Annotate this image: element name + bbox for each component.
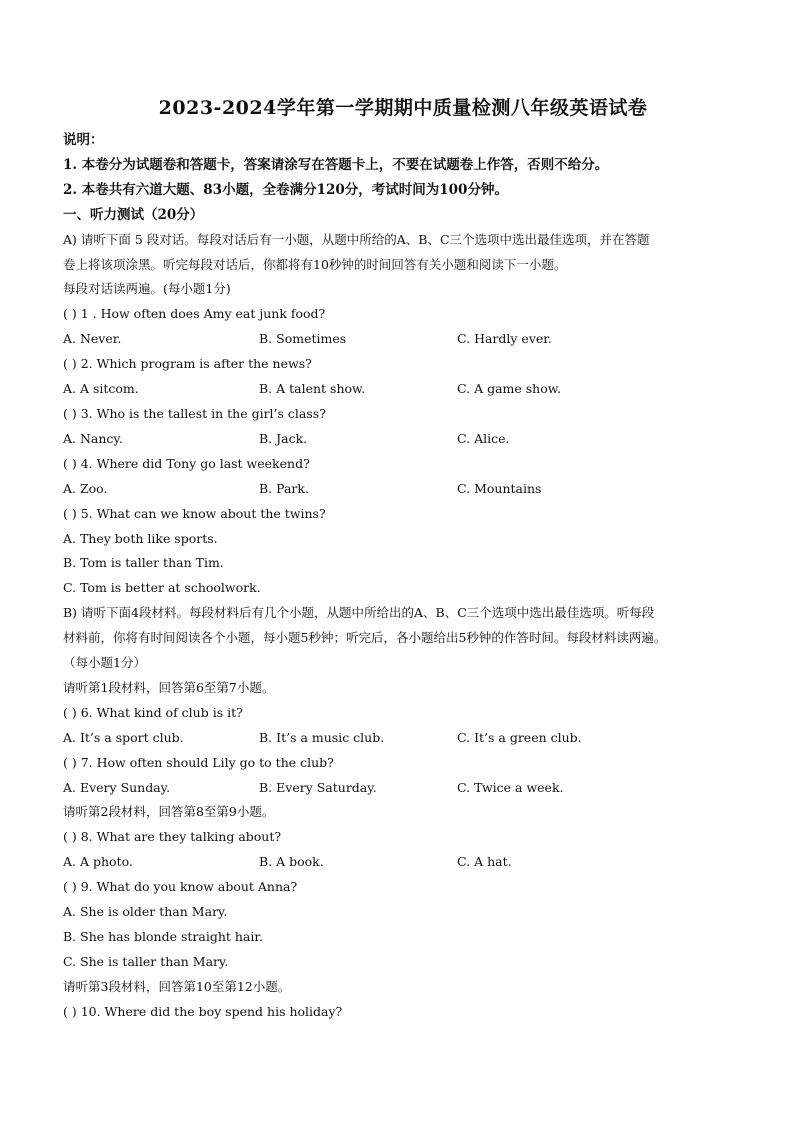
option-b: B. It’s a music club. [259, 729, 385, 745]
part-a-directions-2: 卷上将该项涂黑。听完每段对话后，你都将有10秒钟的时间回答有关小题和阅读下一小题。 [63, 256, 567, 272]
option-c: C. Hardly ever. [457, 331, 552, 347]
material-1-instruction: 请听第1段材料，回答第6至第7小题。 [63, 679, 275, 695]
options-4 [63, 477, 743, 502]
question-9: ( ) 9. What do you know about Anna? [63, 879, 298, 895]
option-c: C. Alice. [457, 430, 510, 446]
option-c: C. Twice a week. [457, 779, 564, 795]
instruction-item-2: 2. 本卷共有六道大题、83小题，全卷满分120分，考试时间为100分钟。 [63, 181, 508, 198]
page-title: 2023-2024学年第一学期期中质量检测八年级英语试卷 [158, 97, 648, 119]
option-b: B. She has blonde straight hair. [63, 929, 263, 944]
options-7 [63, 776, 743, 801]
question-2: ( ) 2. Which program is after the news? [63, 356, 312, 372]
option-b: B. Jack. [259, 430, 308, 446]
part-b-directions-3: （每小题1分） [63, 655, 146, 671]
question-1: ( ) 1 . How often does Amy eat junk food? [63, 306, 326, 322]
option-c: C. It’s a green club. [457, 729, 582, 745]
part-b-directions-2: 材料前，你将有时间阅读各个小题，每小题5秒钟；听完后，各小题给出5秒钟的作答时间。每段材料读两遍。 [63, 630, 667, 646]
question-5: ( ) 5. What can we know about the twins? [63, 505, 326, 521]
option-c: C. She is taller than Mary. [63, 953, 229, 969]
instruction-item-1: 1. 本卷分为试题卷和答题卡，答案请涂写在答题卡上，不要在试题卷上作答，否则不给分。 [63, 156, 609, 173]
question-10: ( ) 10. Where did the boy spend his holiday? [63, 1003, 343, 1019]
question-4: ( ) 4. Where did Tony go last weekend? [63, 455, 310, 471]
option-b: B. Sometimes [259, 331, 347, 347]
option-c: C. Tom is better at schoolwork. [63, 580, 261, 596]
option-c: C. A game show. [457, 381, 561, 397]
option-a: A. It’s a sport club. [63, 729, 184, 745]
option-b: B. Every Saturday. [259, 779, 377, 795]
option-c: C. Mountains [457, 480, 542, 496]
section-heading-listening: 一、听力测试（20分） [63, 206, 204, 223]
option-a: A. They both like sports. [63, 530, 218, 546]
material-3-instruction: 请听第3段材料，回答第10至第12小题。 [63, 978, 291, 994]
options-6 [63, 726, 743, 751]
option-a: A. Zoo. [63, 480, 108, 496]
option-a: A. A sitcom. [63, 381, 139, 397]
options-3 [63, 427, 743, 452]
part-a-directions-1: A) 请听下面 5 段对话。每段对话后有一小题，从题中所给的A、B、C三个选项中选出最佳选项，并在答题 [63, 231, 650, 247]
option-b: B. A book. [259, 854, 324, 870]
option-b: B. Tom is taller than Tim. [63, 555, 224, 571]
option-a: A. Every Sunday. [63, 779, 171, 795]
option-b: B. A talent show. [259, 381, 366, 397]
option-a: A. Never. [63, 331, 122, 347]
question-8: ( ) 8. What are they talking about? [63, 829, 282, 845]
options-2 [63, 377, 743, 402]
option-b: B. Park. [259, 480, 309, 496]
question-6: ( ) 6. What kind of club is it? [63, 704, 243, 720]
options-1 [63, 327, 743, 352]
part-b-directions-1: B) 请听下面4段材料。每段材料后有几个小题，从题中所给出的A、B、C三个选项中选出最佳选项。听每段 [63, 605, 655, 621]
exam-page [63, 94, 743, 1025]
option-a: A. A photo. [63, 854, 133, 870]
option-c: C. A hat. [457, 854, 512, 870]
options-8 [63, 850, 743, 875]
instructions-label: 说明： [63, 132, 104, 148]
material-2-instruction: 请听第2段材料，回答第8至第9小题。 [63, 804, 275, 820]
option-a: A. She is older than Mary. [63, 904, 228, 920]
option-a: A. Nancy. [63, 430, 123, 446]
question-3: ( ) 3. Who is the tallest in the girl’s class? [63, 405, 326, 421]
question-7: ( ) 7. How often should Lily go to the club? [63, 754, 334, 770]
part-a-directions-3: 每段对话读两遍。(每小题1分) [63, 281, 231, 297]
